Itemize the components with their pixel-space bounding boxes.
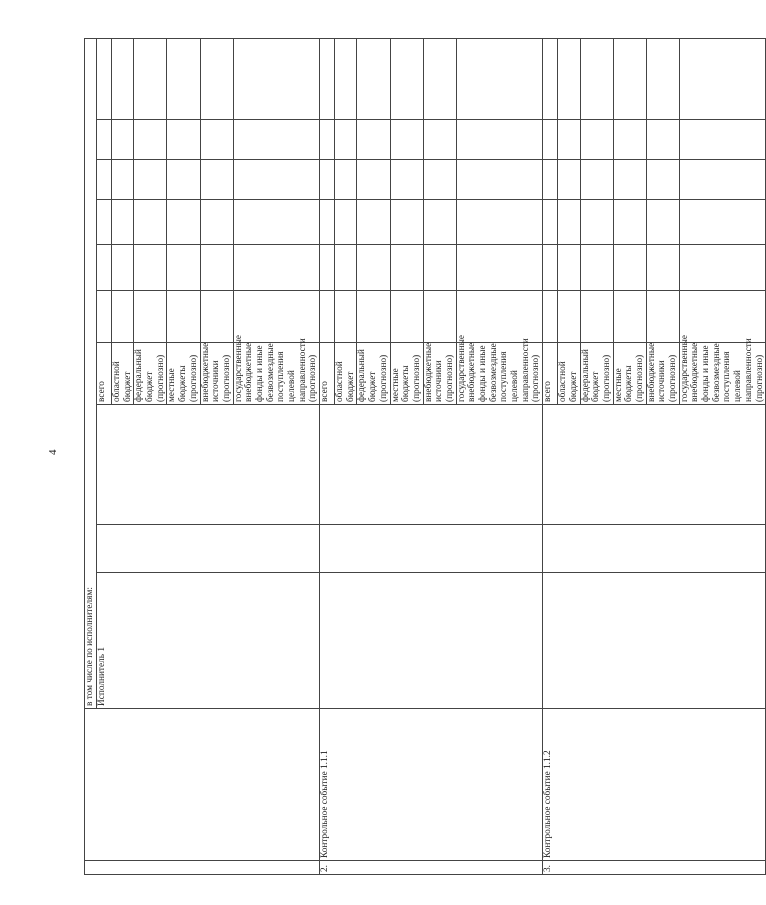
cell-empty — [134, 120, 167, 160]
cell-empty — [558, 160, 580, 200]
cell-empty — [97, 245, 112, 291]
cell-empty — [233, 39, 320, 120]
cell-empty — [543, 160, 558, 200]
cell-empty — [423, 160, 456, 200]
source-federal: федеральный бюджет (прогнозно) — [580, 343, 613, 405]
page-number: 4 — [47, 449, 59, 455]
cell-empty — [543, 245, 558, 291]
cell-empty — [200, 245, 233, 291]
cell-empty — [335, 160, 357, 200]
source-regional: областной бюджет — [558, 343, 580, 405]
source-local: местные бюджеты (прогнозно) — [613, 343, 646, 405]
cell-empty — [167, 291, 200, 343]
cell-empty — [134, 39, 167, 120]
cell-empty — [134, 200, 167, 245]
cell-empty — [112, 39, 134, 120]
cell-empty — [679, 120, 766, 160]
source-federal: федеральный бюджет (прогнозно) — [357, 343, 390, 405]
cell-empty — [200, 120, 233, 160]
cell-empty — [320, 245, 335, 291]
executor-label: Исполнитель 1 — [97, 573, 320, 709]
cell-empty — [357, 200, 390, 245]
cell-empty — [390, 291, 423, 343]
cell-empty — [97, 291, 112, 343]
cell-empty — [679, 291, 766, 343]
cell-empty — [112, 160, 134, 200]
cell-empty — [613, 291, 646, 343]
cell-empty — [543, 120, 558, 160]
cell-empty — [97, 200, 112, 245]
cell-empty — [167, 160, 200, 200]
cell-empty — [335, 200, 357, 245]
cell-empty — [558, 120, 580, 160]
cell-empty — [679, 245, 766, 291]
cell-empty — [423, 245, 456, 291]
cell-empty — [335, 120, 357, 160]
cell-empty — [320, 120, 335, 160]
source-regional: областной бюджет — [335, 343, 357, 405]
cell-empty — [320, 525, 543, 573]
cell-empty — [646, 291, 679, 343]
cell-empty — [423, 291, 456, 343]
source-offbudget: внебюджетные источники (прогнозно) — [646, 343, 679, 405]
cell-empty — [357, 39, 390, 120]
cell-empty — [97, 120, 112, 160]
cell-empty — [167, 200, 200, 245]
source-local: местные бюджеты (прогнозно) — [167, 343, 200, 405]
event1-name: Контрольное событие 1.1.1 — [320, 709, 543, 861]
cell-empty — [112, 120, 134, 160]
cell-empty — [456, 120, 543, 160]
cell-empty — [320, 405, 543, 525]
cell-empty — [335, 39, 357, 120]
cell-empty — [233, 160, 320, 200]
cell-empty — [200, 160, 233, 200]
table-container — [84, 39, 765, 875]
cell-empty — [558, 291, 580, 343]
cell-empty — [112, 291, 134, 343]
cell-empty — [357, 160, 390, 200]
cell-empty — [233, 245, 320, 291]
cell-empty — [613, 245, 646, 291]
cell-empty — [134, 245, 167, 291]
cell-empty — [543, 405, 766, 525]
intro-label: в том числе по исполнителям: — [85, 39, 97, 709]
source-state-funds: государственные внебюджетные фонды и иные безвозмездные поступления целевой направленности (прогнозно) — [456, 343, 543, 405]
event2-num: 3. — [543, 861, 766, 875]
cell-empty — [97, 160, 112, 200]
cell-empty — [320, 160, 335, 200]
cell-empty — [320, 39, 335, 120]
cell-empty — [543, 573, 766, 709]
cell-empty — [580, 160, 613, 200]
cell-empty — [543, 291, 558, 343]
cell-empty — [613, 200, 646, 245]
cell-empty — [456, 39, 543, 120]
cell-empty — [613, 39, 646, 120]
cell-empty — [423, 39, 456, 120]
cell-empty — [646, 160, 679, 200]
source-federal: федеральный бюджет (прогнозно) — [134, 343, 167, 405]
cell-empty — [456, 291, 543, 343]
cell-empty — [112, 200, 134, 245]
cell-empty — [233, 200, 320, 245]
cell-empty — [390, 39, 423, 120]
cell-empty — [97, 405, 320, 525]
cell-name — [85, 709, 320, 861]
cell-empty — [167, 245, 200, 291]
cell-empty — [320, 573, 543, 709]
event2-name: Контрольное событие 1.1.2 — [543, 709, 766, 861]
cell-empty — [543, 525, 766, 573]
cell-empty — [112, 245, 134, 291]
table-row — [85, 39, 97, 875]
source-state-funds: государственные внебюджетные фонды и иные безвозмездные поступления целевой направленности (прогнозно) — [233, 343, 320, 405]
cell-empty — [580, 200, 613, 245]
cell-empty — [335, 245, 357, 291]
cell-empty — [679, 200, 766, 245]
cell-empty — [320, 291, 335, 343]
source-offbudget: внебюджетные источники (прогнозно) — [423, 343, 456, 405]
cell-empty — [200, 291, 233, 343]
source-total: всего — [543, 343, 558, 405]
cell-empty — [390, 120, 423, 160]
cell-empty — [97, 525, 320, 573]
cell-empty — [357, 245, 390, 291]
cell-empty — [580, 245, 613, 291]
cell-empty — [233, 120, 320, 160]
cell-empty — [646, 200, 679, 245]
cell-empty — [233, 291, 320, 343]
cell-empty — [613, 120, 646, 160]
cell-empty — [357, 291, 390, 343]
cell-empty — [423, 120, 456, 160]
cell-empty — [200, 200, 233, 245]
source-total: всего — [320, 343, 335, 405]
cell-empty — [646, 39, 679, 120]
cell-empty — [543, 39, 558, 120]
cell-empty — [646, 120, 679, 160]
cell-empty — [320, 200, 335, 245]
cell-empty — [558, 39, 580, 120]
table-row — [543, 39, 558, 875]
cell-empty — [543, 200, 558, 245]
cell-empty — [580, 120, 613, 160]
event1-num: 2. — [320, 861, 543, 875]
cell-empty — [134, 160, 167, 200]
cell-empty — [390, 200, 423, 245]
cell-empty — [423, 200, 456, 245]
source-regional: областной бюджет — [112, 343, 134, 405]
cell-empty — [558, 245, 580, 291]
source-local: местные бюджеты (прогнозно) — [390, 343, 423, 405]
program-table — [84, 38, 766, 875]
cell-empty — [456, 160, 543, 200]
cell-empty — [335, 291, 357, 343]
cell-empty — [97, 39, 112, 120]
cell-empty — [679, 160, 766, 200]
cell-empty — [679, 39, 766, 120]
source-state-funds: государственные внебюджетные фонды и иные безвозмездные поступления целевой направленности (прогнозно) — [679, 343, 766, 405]
cell-empty — [357, 120, 390, 160]
cell-empty — [646, 245, 679, 291]
cell-empty — [456, 245, 543, 291]
cell-empty — [580, 291, 613, 343]
cell-empty — [558, 200, 580, 245]
cell-empty — [390, 160, 423, 200]
cell-empty — [167, 120, 200, 160]
table-row — [320, 39, 335, 875]
source-total: всего — [97, 343, 112, 405]
cell-empty — [613, 160, 646, 200]
cell-num — [85, 861, 320, 875]
source-offbudget: внебюджетные источники (прогнозно) — [200, 343, 233, 405]
cell-empty — [456, 200, 543, 245]
cell-empty — [134, 291, 167, 343]
cell-empty — [580, 39, 613, 120]
cell-empty — [200, 39, 233, 120]
cell-empty — [390, 245, 423, 291]
cell-empty — [167, 39, 200, 120]
